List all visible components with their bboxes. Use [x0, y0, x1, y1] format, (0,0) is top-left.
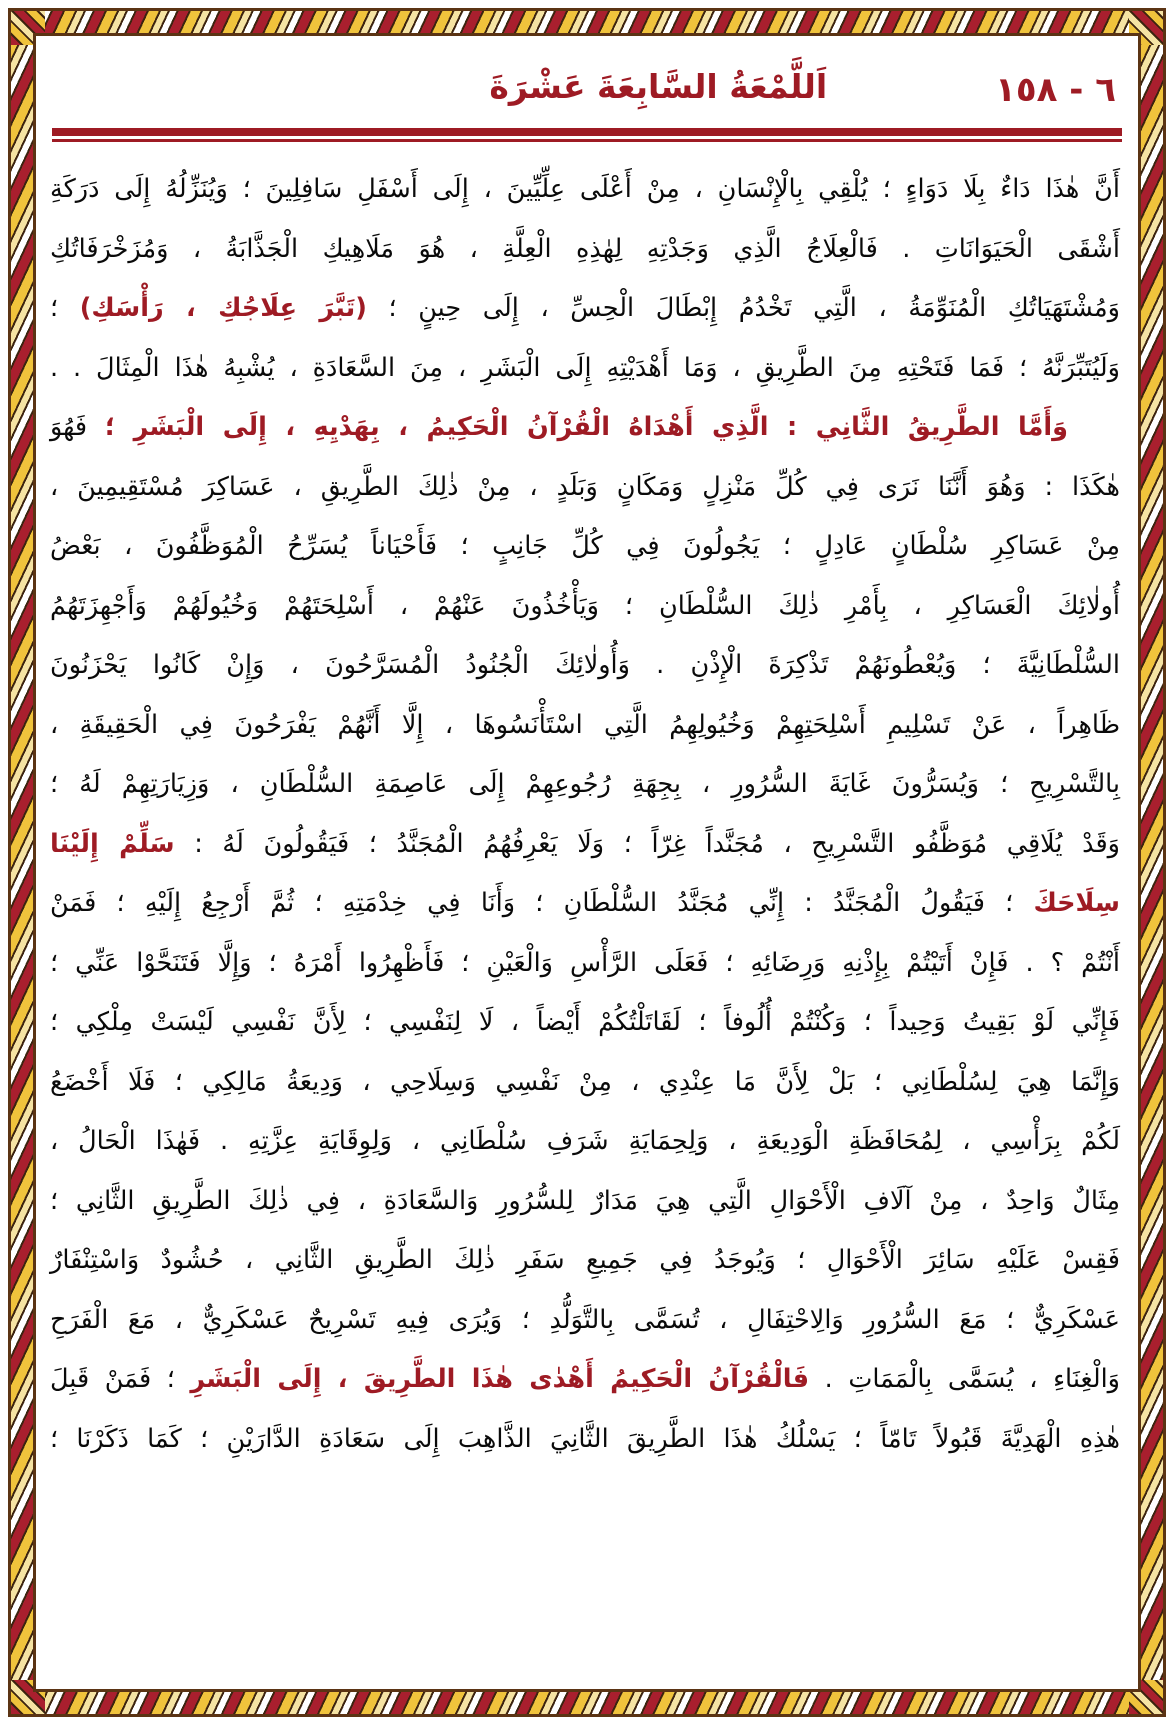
text-line: [50, 1291, 1120, 1351]
emphasis-text: وَأَمَّا الطَّرِيقُ الثَّانِي : الَّذِي أَهْدَاهُ الْقُرْآنُ الْحَكِيمُ ، بِهَدْيِهِ ، إِلَى الْبَشَرِ ؛: [104, 412, 1068, 442]
plain-text: أَشْقَى الْحَيَوَانَاتِ . فَالْعِلَاجُ الَّذِي وَجَدْتِهِ لِهٰذِهِ الْعِلَّةِ ، هُوَ مَلَاهِيكِ الْجَذَّابَةُ ، وَمُزَخْرَفَاتُكِ: [50, 233, 1120, 264]
text-line: [50, 577, 1120, 637]
plain-text: وَلَيُتَبِّرَنَّهُ ؛ فَمَا فَتَحْتِهِ مِنَ الطَّرِيقِ ، وَمَا أَهْدَيْتِهِ إِلَى الْبَشَرِ ، مِنَ السَّعَادَةِ ، يُشْبِهُ هٰذَا الْمِثَالَ . .: [50, 352, 1120, 383]
page-header: [52, 50, 1122, 124]
plain-text: فَهُوَ: [50, 412, 105, 442]
text-line: [50, 220, 1120, 280]
text-line: [50, 815, 1120, 875]
plain-text: وَمُشْتَهَيَاتُكِ الْمُنَوِّمَةُ ، الَّتِي تَخْدُمُ إِبْطَالَ الْحِسِّ ، إِلَى حِينٍ ؛: [366, 293, 1120, 323]
plain-text: السُّلْطَانِيَّةَ ؛ وَيُعْطُونَهُمْ تَذْكِرَةَ الْإِذْنِ . وَأُولٰائِكَ الْجُنُودُ الْمُسَرَّحُونَ ، وَإِنْ كَانُوا يَحْزَنُونَ: [50, 650, 1120, 680]
plain-text: لَكُمْ بِرَأْسِي ، لِمُحَافَظَةِ الْوَدِيعَةِ ، وَلِحِمَايَةِ شَرَفِ سُلْطَانِي ، وَلِوِقَايَةِ عِزَّتِهِ . فَهٰذَا الْحَالُ ،: [50, 1126, 1120, 1156]
text-line: [50, 1172, 1120, 1232]
header-divider-bar: [52, 128, 1122, 136]
text-line: [50, 1231, 1120, 1291]
plain-text: هٰذِهِ الْهَدِيَّةَ قَبُولاً تَامّاً ؛ يَسْلُكُ هٰذَا الطَّرِيقَ الثَّانِيَ الذَّاهِبَ إِلَى سَعَادَةِ الدَّارَيْنِ ؛ كَمَا ذَكَرْنَا ؛: [50, 1423, 1120, 1454]
plain-text: ؛ فَيَقُولُ الْمُجَنَّدُ : إِنِّي مُجَنَّدُ السُّلْطَانِ ؛ وَأَنَا فِي خِدْمَتِهِ ؛ ثُمَّ أَرْجِعُ إِلَيْهِ ؛ فَمَنْ: [50, 888, 1034, 918]
header-divider: [52, 124, 1122, 142]
plain-text: ظَاهِراً ، عَنْ تَسْلِيمِ أَسْلِحَتِهِمْ وَخُيُولِهِمُ الَّتِي اسْتَأْنَسُوهَا ، إِلَّا أَنَّهُمْ يَفْرَحُونَ فِي الْحَقِيقَةِ ،: [50, 709, 1120, 740]
plain-text: بِالتَّسْرِيحِ ؛ وَيُسَرُّونَ غَايَةَ السُّرُورِ ، بِجِهَةِ رُجُوعِهِمْ إِلَى عَاصِمَةِ السُّلْطَانِ ، وَزِيَارَتِهِمْ لَهُ ؛: [50, 769, 1120, 799]
text-line: [50, 160, 1120, 220]
plain-text: وَإِنَّمَا هِيَ لِسُلْطَانِي ؛ بَلْ لِأَنَّ مَا عِنْدِي ، مِنْ نَفْسِي وَسِلَاحِي ، وَدِيعَةُ مَالِكِي ؛ فَلَا أَخْضَعُ: [50, 1066, 1120, 1097]
emphasis-text: (تَبَّرَ عِلَاجُكِ ، رَأْسَكِ): [79, 293, 367, 323]
text-line: [50, 755, 1120, 815]
plain-text: هٰكَذَا : وَهُوَ أَنَّنَا نَرَى فِي كُلِّ مَنْزِلٍ وَمَكَانٍ وَبَلَدٍ ، مِنْ ذٰلِكَ الطَّرِيقِ ، عَسَاكِرَ مُسْتَقِيمِينَ ،: [50, 471, 1120, 502]
emphasis-text: فَالْقُرْآنُ الْحَكِيمُ أَهْدٰى هٰذَا الطَّرِيقَ ، إِلَى الْبَشَرِ: [190, 1364, 810, 1394]
plain-text: عَسْكَرِيٌّ ؛ مَعَ السُّرُورِ وَالِاحْتِفَالِ ، تُسَمَّى بِالتَّوَلُّدِ ؛ وَيُرَى فِيهِ تَسْرِيحٌ عَسْكَرِيٌّ ، مَعَ الْفَرَحِ: [50, 1304, 1120, 1335]
plain-text: فَإِنِّي لَوْ بَقِيتُ وَحِيداً ؛ وَكُنْتُمْ أُلُوفاً ؛ لَقَاتَلْتُكُمْ أَيْضاً ، لَا لِنَفْسِي ؛ لِأَنَّ نَفْسِي لَيْسَتْ مِلْكِي ؛: [50, 1007, 1120, 1037]
text-line: [50, 874, 1120, 934]
plain-text: أَنْتُمْ ؟ . فَإِنْ أَتَيْتُمْ بِإِذْنِهِ وَرِضَائِهِ ؛ فَعَلَى الرَّأْسِ وَالْعَيْنِ ؛ فَأَظْهِرُوا أَمْرَهُ ؛ وَإِلَّا فَتَنَحَّوْا عَنِّي ؛: [50, 947, 1120, 978]
text-line: [50, 934, 1120, 994]
page-content: [52, 50, 1122, 1673]
text-line: [50, 339, 1120, 399]
plain-text: وَقَدْ يُلَاقِي مُوَظَّفُو التَّسْرِيحِ ، مُجَنَّداً غِرّاً ؛ وَلَا يَعْرِفُهُمُ الْمُجَنَّدُ ؛ فَيَقُولُونَ لَهُ :: [174, 828, 1120, 859]
text-line: [50, 279, 1120, 339]
text-line: [50, 458, 1120, 518]
text-line: [50, 1350, 1120, 1410]
text-line: [50, 1112, 1120, 1172]
plain-text: مِنْ عَسَاكِرِ سُلْطَانٍ عَادِلٍ ؛ يَجُولُونَ فِي كُلِّ جَانِبٍ ؛ فَأَحْيَاناً يُسَرِّحُ الْمُوَظَّفُونَ ، بَعْضُ: [50, 531, 1120, 561]
emphasis-text: سِلَاحَكَ: [1033, 888, 1120, 918]
plain-text: ؛ فَمَنْ قَبِلَ: [50, 1364, 191, 1394]
text-line: [50, 696, 1120, 756]
text-line: [50, 1053, 1120, 1113]
plain-text: فَقِسْ عَلَيْهِ سَائِرَ الْأَحْوَالِ ؛ وَيُوجَدُ فِي جَمِيعِ سَفَرِ ذٰلِكَ الطَّرِيقِ الثَّانِي ، حُشُودٌ وَاسْتِنْفَارٌ: [50, 1245, 1120, 1275]
plain-text: مِثَالٌ وَاحِدٌ ، مِنْ آلَافِ الْأَحْوَالِ الَّتِي هِيَ مَدَارٌ لِلسُّرُورِ وَالسَّعَادَةِ ، فِي ذٰلِكَ الطَّرِيقِ الثَّانِي ؛: [50, 1185, 1120, 1216]
text-line: [50, 517, 1120, 577]
plain-text: وَالْغِنَاءِ ، يُسَمَّى بِالْمَمَاتِ .: [809, 1364, 1120, 1394]
emphasis-text: سَلِّمْ إِلَيْنَا: [50, 828, 175, 859]
page-number: ٦ - ١٥٨: [995, 70, 1116, 110]
body-text: [52, 142, 1122, 1469]
text-line: [50, 993, 1120, 1053]
plain-text: أُولٰائِكَ الْعَسَاكِرِ ، بِأَمْرِ ذٰلِكَ السُّلْطَانِ ؛ وَيَأْخُذُونَ عَنْهُمْ ، أَسْلِحَتَهُمْ وَخُيُولَهُمْ وَأَجْهِزَتَهُمُ: [50, 590, 1120, 621]
plain-text: أَنَّ هٰذَا دَاءٌ بِلَا دَوَاءٍ ؛ يُلْقِي بِالْإِنْسَانِ ، مِنْ أَعْلَى عِلِّيِّينَ ، إِلَى أَسْفَلِ سَافِلِينَ ؛ وَيُنَزِّلُهُ إِلَى دَرَكَةِ: [50, 174, 1120, 204]
text-line: [50, 398, 1120, 458]
page-title: اَللَّمْعَةُ السَّابِعَةَ عَشْرَةَ: [489, 67, 828, 107]
text-line: [50, 636, 1120, 696]
text-line: [50, 1410, 1120, 1470]
plain-text: ؛: [50, 293, 80, 323]
